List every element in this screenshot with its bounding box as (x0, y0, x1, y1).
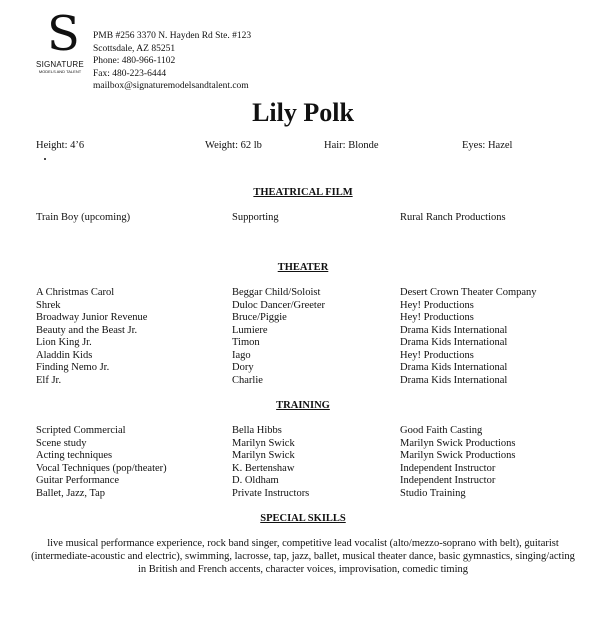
theater-role: Charlie (232, 374, 263, 386)
agency-phone: Phone: 480-966-1102 (93, 56, 176, 66)
theater-company: Drama Kids International (400, 362, 508, 374)
stat-eyes: Eyes: Hazel (462, 140, 513, 151)
theater-row (0, 300, 606, 313)
training-row (0, 438, 606, 451)
agency-fax: Fax: 480-223-6444 (93, 68, 167, 79)
training-company: Studio Training (400, 487, 466, 499)
training-company: Good Faith Casting (400, 425, 483, 436)
film-company: Rural Ranch Productions (400, 212, 506, 223)
training-row (0, 425, 606, 438)
theater-role: Timon (232, 337, 260, 349)
theater-title: Beauty and the Beast Jr. (36, 324, 138, 336)
theater-title: Shrek (36, 299, 61, 311)
logo-name: SIGNATURE (36, 60, 84, 69)
theater-row (0, 337, 606, 350)
training-role: Bella Hibbs (232, 425, 282, 436)
agency-contact (93, 30, 251, 93)
theater-company: Desert Crown Theater Company (400, 287, 537, 298)
training-role: K. Bertenshaw (232, 462, 295, 474)
training-title: Ballet, Jazz, Tap (36, 487, 106, 499)
film-role: Supporting (232, 212, 279, 223)
film-row (0, 212, 606, 225)
theater-role: Lumiere (232, 324, 268, 336)
training-row (0, 450, 606, 463)
film-title: Train Boy (upcoming) (36, 212, 131, 223)
training-role: Marilyn Swick (232, 450, 295, 462)
theater-row (0, 312, 606, 325)
actor-name: Lily Polk (252, 98, 354, 127)
skills-text: live musical performance experience, rock band singer, competitive lead vocalist (alto/mezzo-soprano with belt), guitarist (intermediate-acoustic and electric), swimming, lacrosse, tap, jazz, ballet, musical theater dance, basic gymnastics, singing/acting in British and French accents, character voices, improvisation, comedic timing (31, 538, 575, 575)
training-heading: TRAINING (276, 400, 330, 411)
training-row (0, 463, 606, 476)
theater-row (0, 375, 606, 388)
training-title: Guitar Performance (36, 475, 120, 487)
theater-row (0, 362, 606, 375)
agency-email: mailbox@signaturemodelsandtalent.com (93, 81, 249, 91)
theater-company: Drama Kids International (400, 324, 508, 336)
theater-row (0, 325, 606, 338)
theater-role: Beggar Child/Soloist (232, 287, 321, 298)
theater-company: Hey! Productions (400, 299, 474, 311)
training-company: Independent Instructor (400, 475, 496, 487)
training-row (0, 475, 606, 488)
stat-height: Height: 4’6 (36, 140, 85, 151)
theater-row (0, 287, 606, 300)
training-title: Scene study (36, 437, 87, 449)
training-title: Acting techniques (36, 450, 113, 462)
training-row (0, 488, 606, 501)
training-company: Independent Instructor (400, 462, 496, 474)
training-company: Marilyn Swick Productions (400, 437, 516, 449)
agency-logo (34, 8, 86, 80)
theater-title: Broadway Junior Revenue (36, 312, 148, 324)
training-role: D. Oldham (232, 475, 279, 487)
logo-subtitle: MODELS AND TALENT (38, 69, 82, 74)
film-heading: THEATRICAL FILM (253, 187, 353, 198)
stat-weight: Weight: 62 lb (205, 140, 262, 151)
theater-row (0, 350, 606, 363)
training-role: Private Instructors (232, 487, 310, 499)
agency-address-line2: Scottsdale, AZ 85251 (93, 43, 176, 54)
theater-role: Dory (232, 362, 254, 374)
theater-title: A Christmas Carol (36, 287, 115, 298)
skills-heading: SPECIAL SKILLS (260, 513, 346, 524)
theater-role: Bruce/Piggie (232, 312, 287, 324)
training-title: Vocal Techniques (pop/theater) (36, 462, 167, 474)
theater-title: Elf Jr. (36, 374, 62, 386)
training-title: Scripted Commercial (36, 425, 126, 436)
theater-heading: THEATER (277, 262, 329, 273)
agency-address-line1: PMB #256 3370 N. Hayden Rd Ste. #123 (93, 31, 252, 41)
training-list (0, 425, 606, 500)
theater-company: Drama Kids International (400, 337, 508, 349)
bullet-dot (44, 158, 46, 160)
stat-hair: Hair: Blonde (324, 140, 379, 151)
theater-title: Aladdin Kids (36, 349, 93, 361)
theater-list (0, 287, 606, 387)
theater-role: Iago (232, 349, 251, 361)
theater-title: Lion King Jr. (36, 337, 92, 349)
theater-role: Duloc Dancer/Greeter (232, 299, 325, 311)
film-list (0, 212, 606, 225)
theater-title: Finding Nemo Jr. (36, 362, 110, 374)
training-role: Marilyn Swick (232, 437, 295, 449)
theater-company: Drama Kids International (400, 374, 508, 386)
training-company: Marilyn Swick Productions (400, 450, 516, 462)
theater-company: Hey! Productions (400, 349, 474, 361)
theater-company: Hey! Productions (400, 312, 474, 324)
logo-letter: S (47, 6, 80, 62)
